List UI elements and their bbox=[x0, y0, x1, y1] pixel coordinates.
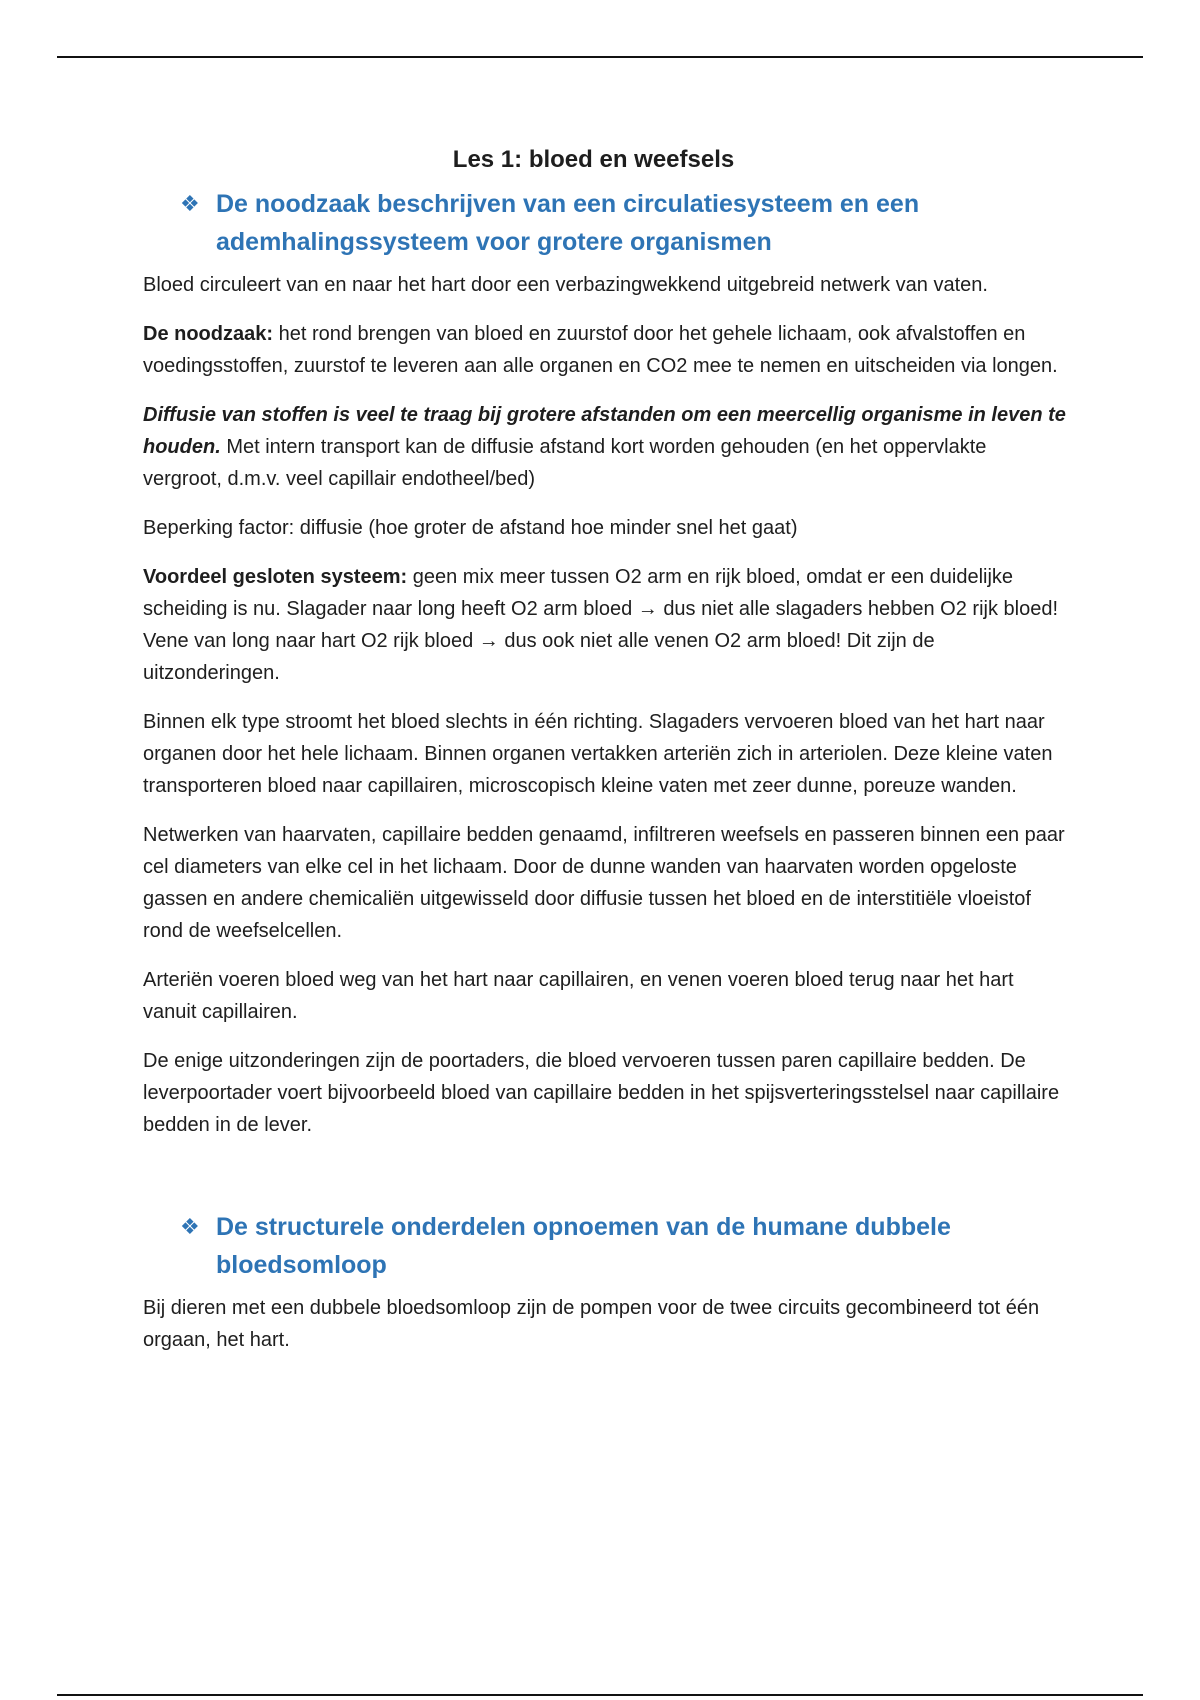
section-heading-double-circulation bbox=[143, 1208, 1068, 1284]
paragraph: Bij dieren met een dubbele bloedsomloop zijn de pompen voor de twee circuits gecombineerd tot één orgaan, het hart. bbox=[143, 1297, 1040, 1351]
diamond-bullet-icon: ❖ bbox=[180, 191, 200, 216]
paragraph bbox=[143, 399, 1068, 495]
spacer bbox=[143, 1158, 1068, 1208]
paragraph-text: geen mix meer tussen O2 arm en rijk bloed, omdat er een duidelijke scheiding is nu. Slagader naar long heeft O2 arm bloed → dus niet alle slagaders hebben O2 rijk bloed! Vene van long naar hart O2 rijk bloed → dus ook niet alle venen O2 arm bloed! Dit zijn de uitzonderingen. bbox=[143, 566, 1059, 684]
paragraph: De enige uitzonderingen zijn de poortaders, die bloed vervoeren tussen paren capillaire bedden. De leverpoortader voert bijvoorbeeld bloed van capillaire bedden in het spijsverteringsstelsel naar capillaire bedden in de lever. bbox=[143, 1050, 1060, 1136]
bold-italic-lead: Diffusie van stoffen is veel te traag bij grotere afstanden om een meercellig organisme in leven te houden. bbox=[143, 404, 1066, 458]
section-heading-line: bloedsomloop bbox=[216, 1251, 387, 1279]
paragraph bbox=[143, 561, 1068, 689]
paragraph-text: Met intern transport kan de diffusie afstand kort worden gehouden (en het oppervlakte vergroot, d.m.v. veel capillair endotheel/bed) bbox=[143, 436, 987, 490]
paragraph bbox=[143, 318, 1068, 382]
page-title: Les 1: bloed en weefsels bbox=[452, 146, 735, 173]
paragraph-text: het rond brengen van bloed en zuurstof door het gehele lichaam, ook afvalstoffen en voedingsstoffen, zuurstof te leveren aan alle organen en CO2 mee te nemen en uitscheiden via longen. bbox=[143, 323, 1058, 377]
diamond-bullet-icon: ❖ bbox=[180, 1214, 200, 1239]
section-heading-line: De structurele onderdelen opnoemen van de humane dubbele bbox=[216, 1213, 951, 1241]
section-heading-line: ademhalingssysteem voor grotere organismen bbox=[216, 228, 772, 256]
paragraph: Netwerken van haarvaten, capillaire bedden genaamd, infiltreren weefsels en passeren binnen een paar cel diameters van elke cel in het lichaam. Door de dunne wanden van haarvaten worden opgeloste gassen en andere chemicaliën uitgewisseld door diffusie tussen het bloed en de interstitiële vloeistof rond de weefselcellen. bbox=[143, 824, 1065, 942]
paragraph: Beperking factor: diffusie (hoe groter de afstand hoe minder snel het gaat) bbox=[143, 517, 798, 539]
section-heading-circulation bbox=[143, 185, 1068, 261]
paragraph: Binnen elk type stroomt het bloed slechts in één richting. Slagaders vervoeren bloed van het hart naar organen door het hele lichaam. Binnen organen vertakken arteriën zich in arteriolen. Deze kleine vaten transporteren bloed naar capillairen, microscopisch kleine vaten met zeer dunne, poreuze wanden. bbox=[143, 711, 1053, 797]
page-footer-rule bbox=[57, 1694, 1143, 1696]
document-body bbox=[143, 141, 1068, 1373]
bold-lead: De noodzaak: bbox=[143, 323, 274, 345]
bold-lead: Voordeel gesloten systeem: bbox=[143, 566, 408, 588]
paragraph: Bloed circuleert van en naar het hart door een verbazingwekkend uitgebreid netwerk van vaten. bbox=[143, 274, 988, 296]
section-heading-line: De noodzaak beschrijven van een circulatiesysteem en een bbox=[216, 190, 920, 218]
page-header-rule bbox=[57, 56, 1143, 58]
paragraph: Arteriën voeren bloed weg van het hart naar capillairen, en venen voeren bloed terug naar het hart vanuit capillairen. bbox=[143, 969, 1014, 1023]
